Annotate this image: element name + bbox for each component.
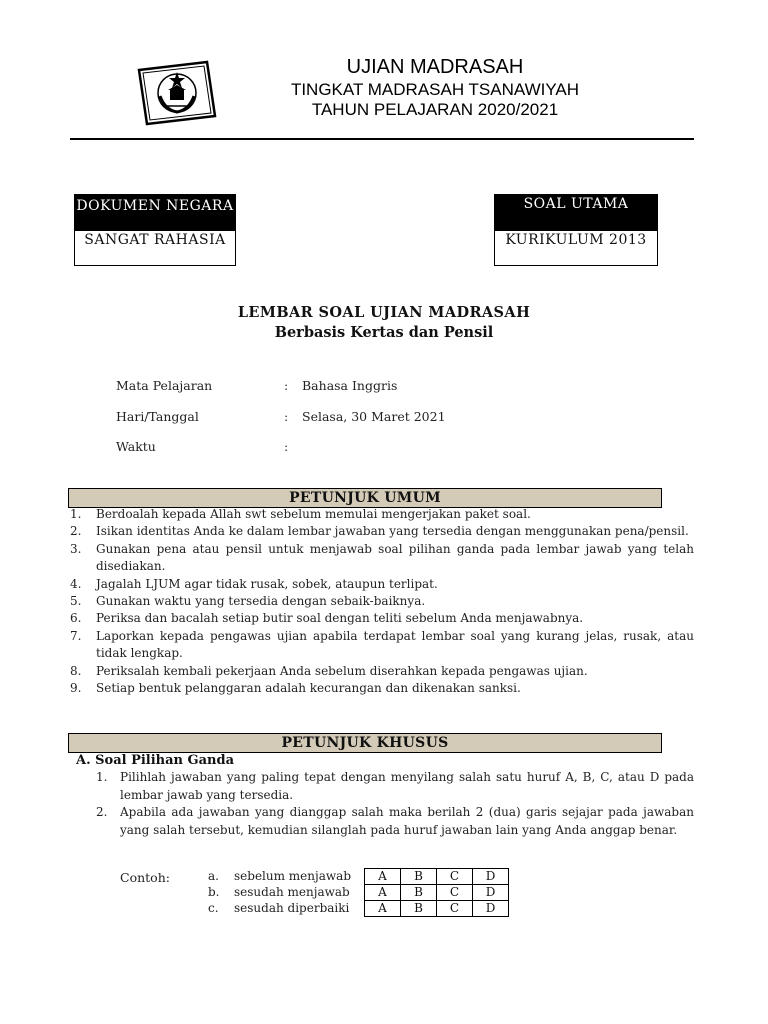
option-cell: D [473, 885, 509, 901]
example-row-before [208, 868, 364, 884]
row-text: sesudah menjawab [234, 885, 350, 899]
option-cell: B [401, 901, 437, 917]
option-cell: C [437, 869, 473, 885]
row-letter: a. [208, 869, 219, 883]
top-secret-box: SANGAT RAHASIA [74, 230, 236, 266]
option-cell: B [401, 885, 437, 901]
table-row [365, 901, 509, 917]
item-number: 3. [70, 541, 82, 556]
row-letter: c. [208, 901, 219, 915]
list-item [70, 610, 694, 627]
item-text: Berdoalah kepada Allah swt sebelum memulai mengerjakan paket soal. [96, 507, 531, 521]
item-number: 1. [96, 770, 108, 784]
list-item [70, 593, 694, 610]
sheet-subtitle: Berbasis Kertas dan Pensil [274, 324, 494, 341]
option-cell: D [473, 901, 509, 917]
item-text: Apabila ada jawaban yang dianggap salah maka berilah 2 (dua) garis sejajar pada jawaban yang salah tersebut, kemudian silanglah pada huruf jawaban lain yang Anda anggap benar. [120, 805, 694, 837]
academic-year: TAHUN PELAJARAN 2020/2021 [311, 100, 559, 119]
option-cell: A [365, 869, 401, 885]
date-value: Selasa, 30 Maret 2021 [302, 409, 446, 424]
option-cell: A [365, 885, 401, 901]
option-cell: C [437, 885, 473, 901]
item-number: 5. [70, 594, 82, 609]
special-instructions-heading: PETUNJUK KHUSUS [68, 733, 662, 753]
list-item [70, 541, 694, 576]
item-text: Isikan identitas Anda ke dalam lembar jawaban yang tersedia dengan menggunakan pena/pensil. [96, 524, 689, 539]
subject-value: Bahasa Inggris [302, 378, 398, 393]
item-text: Laporkan kepada pengawas ujian apabila terdapat lembar soal yang kurang jelas, rusak, atau tidak lengkap. [96, 628, 694, 661]
list-item [96, 769, 694, 804]
list-item [70, 628, 694, 663]
row-letter: b. [208, 885, 220, 899]
ministry-emblem-logo [135, 58, 217, 128]
table-row [365, 869, 509, 885]
subject-label: Mata Pelajaran [116, 378, 213, 393]
option-cell: C [437, 901, 473, 917]
item-text: Periksalah kembali pekerjaan Anda sebelum diserahkan kepada pengawas ujian. [96, 663, 588, 678]
time-label: Waktu [116, 439, 156, 454]
general-instructions-list [70, 506, 694, 697]
list-item [96, 804, 694, 839]
subject-colon: : [284, 378, 289, 393]
row-text: sesudah diperbaiki [234, 901, 350, 915]
item-text: Gunakan waktu yang tersedia dengan sebaik-baiknya. [96, 594, 426, 609]
item-number: 9. [70, 681, 82, 696]
item-text: Periksa dan bacalah setiap butir soal dengan teliti sebelum Anda menjawabnya. [96, 611, 584, 626]
item-number: 6. [70, 611, 82, 626]
row-text: sebelum menjawab [234, 869, 351, 883]
exam-level: TINGKAT MADRASAH TSANAWIYAH [290, 80, 580, 99]
option-cell: D [473, 869, 509, 885]
item-number: 2. [96, 805, 108, 820]
item-text: Gunakan pena atau pensil untuk menjawab soal pilihan ganda pada lembar jawab yang telah disediakan. [96, 541, 694, 574]
general-instructions-heading: PETUNJUK UMUM [68, 488, 662, 508]
multiple-choice-section-label: A. Soal Pilihan Ganda [76, 753, 235, 768]
list-item [70, 576, 694, 593]
curriculum-box: KURIKULUM 2013 [494, 230, 658, 266]
example-row-corrected [208, 900, 364, 916]
date-label: Hari/Tanggal [116, 409, 199, 424]
item-number: 7. [70, 628, 82, 643]
item-text: Jagalah LJUM agar tidak rusak, sobek, ataupun terlipat. [96, 576, 438, 591]
state-document-box: DOKUMEN NEGARA [74, 194, 236, 230]
item-number: 1. [70, 507, 82, 521]
example-row-after [208, 884, 364, 900]
main-question-box: SOAL UTAMA [494, 194, 658, 230]
option-cell: A [365, 901, 401, 917]
exam-title: UJIAN MADRASAH [346, 56, 524, 78]
option-cell: B [401, 869, 437, 885]
date-colon: : [284, 409, 289, 424]
item-number: 2. [70, 524, 82, 539]
list-item [70, 506, 694, 523]
time-colon: : [284, 439, 289, 454]
special-instructions-list [96, 769, 694, 839]
table-row [365, 885, 509, 901]
sheet-title: LEMBAR SOAL UJIAN MADRASAH [237, 304, 531, 321]
item-number: 8. [70, 663, 82, 678]
answer-example-table [364, 868, 509, 917]
item-text: Pilihlah jawaban yang paling tepat dengan menyilang salah satu huruf A, B, C, atau D pada lembar jawab yang tersedia. [120, 770, 694, 802]
example-label: Contoh: [120, 870, 170, 885]
item-text: Setiap bentuk pelanggaran adalah kecurangan dan dikenakan sanksi. [96, 681, 521, 696]
list-item [70, 663, 694, 680]
list-item [70, 680, 694, 697]
header-divider [70, 138, 694, 140]
item-number: 4. [70, 576, 82, 591]
list-item [70, 523, 694, 540]
